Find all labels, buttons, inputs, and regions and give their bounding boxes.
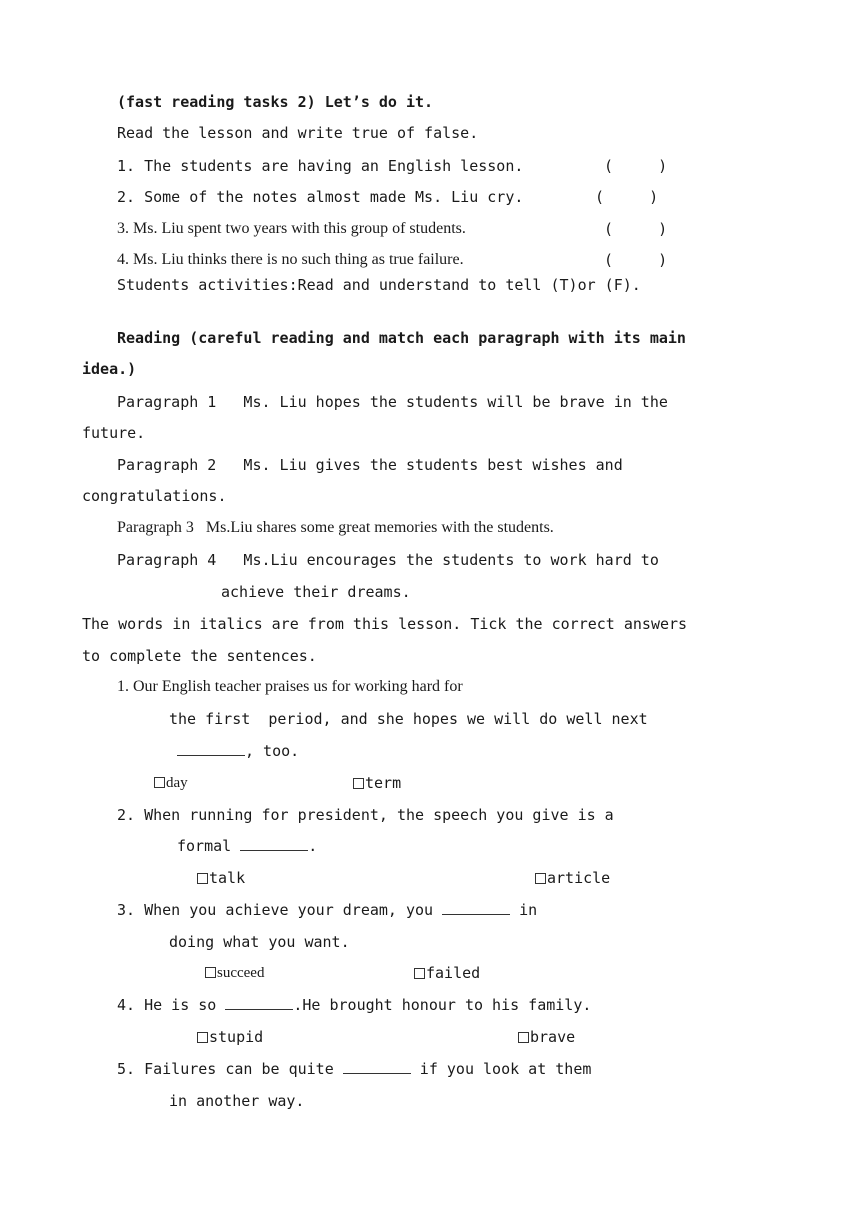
option-label: brave	[530, 1028, 576, 1046]
answer-blank[interactable]	[240, 838, 308, 851]
paragraph-2-idea-cont: congratulations.	[82, 487, 227, 505]
checkbox-icon[interactable]	[197, 873, 208, 884]
checkbox-icon[interactable]	[197, 1032, 208, 1043]
option-label: term	[365, 774, 402, 792]
question-1-blank-line	[177, 742, 299, 760]
question-2-suffix: .	[308, 837, 318, 855]
answer-blank[interactable]	[225, 997, 293, 1010]
question-2-prefix: formal	[177, 837, 241, 855]
tf-item-1: 1. The students are having an English lesson.	[117, 157, 524, 175]
option-checkbox-stupid[interactable]	[197, 1028, 263, 1046]
option-checkbox-term[interactable]	[353, 774, 401, 792]
tf-answer-1[interactable]: ( )	[604, 157, 668, 175]
question-3-suffix: in	[510, 901, 538, 919]
checkbox-icon[interactable]	[518, 1032, 529, 1043]
question-2: 2. When running for president, the speech you give is a	[117, 806, 614, 824]
paragraph-2-idea: Paragraph 2 Ms. Liu gives the students best wishes and	[117, 456, 623, 474]
italics-instruction-cont: to complete the sentences.	[82, 647, 317, 665]
option-label: stupid	[209, 1028, 264, 1046]
question-1-cont: the first period, and she hopes we will do well next	[169, 710, 648, 728]
tf-item-4: 4. Ms. Liu thinks there is no such thing as true failure.	[117, 251, 464, 268]
option-checkbox-day[interactable]	[154, 774, 188, 792]
question-4-suffix: .He brought honour to his family.	[293, 996, 592, 1014]
question-3-prefix: 3. When you achieve your dream, you	[117, 901, 443, 919]
paragraph-4-idea: Paragraph 4 Ms.Liu encourages the students to work hard to	[117, 551, 659, 569]
question-1: 1. Our English teacher praises us for working hard for	[117, 678, 463, 695]
paragraph-3-idea: Paragraph 3 Ms.Liu shares some great memories with the students.	[117, 519, 554, 536]
italics-instruction: The words in italics are from this lesson. Tick the correct answers	[82, 615, 688, 633]
option-label: talk	[209, 869, 246, 887]
option-checkbox-article[interactable]	[535, 869, 610, 887]
tf-answer-2[interactable]: ( )	[595, 188, 659, 206]
fast-reading-heading: (fast reading tasks 2) Let’s do it.	[117, 93, 434, 111]
question-4-prefix: 4. He is so	[117, 996, 226, 1014]
tf-item-2: 2. Some of the notes almost made Ms. Liu cry.	[117, 188, 524, 206]
option-label: day	[166, 775, 188, 791]
checkbox-icon[interactable]	[154, 777, 165, 788]
option-label: succeed	[217, 965, 265, 981]
question-5	[117, 1060, 591, 1078]
paragraph-1-idea-cont: future.	[82, 424, 146, 442]
checkbox-icon[interactable]	[414, 968, 425, 979]
question-3-cont: doing what you want.	[169, 933, 350, 951]
checkbox-icon[interactable]	[353, 778, 364, 789]
option-checkbox-talk[interactable]	[197, 869, 245, 887]
tf-answer-4[interactable]: ( )	[604, 251, 668, 269]
careful-reading-heading: Reading (careful reading and match each paragraph with its main	[117, 329, 686, 347]
checkbox-icon[interactable]	[205, 967, 216, 978]
question-5-suffix: if you look at them	[410, 1060, 592, 1078]
paragraph-4-idea-cont: achieve their dreams.	[221, 583, 411, 601]
tf-answer-3[interactable]: ( )	[604, 220, 668, 238]
paragraph-1-idea: Paragraph 1 Ms. Liu hopes the students will be brave in the	[117, 393, 668, 411]
fast-reading-instruction: Read the lesson and write true of false.	[117, 124, 479, 142]
careful-reading-heading-cont: idea.)	[82, 360, 137, 378]
answer-blank[interactable]	[442, 902, 510, 915]
tf-item-3: 3. Ms. Liu spent two years with this group of students.	[117, 220, 466, 237]
question-5-prefix: 5. Failures can be quite	[117, 1060, 343, 1078]
question-2-cont	[177, 837, 317, 855]
option-checkbox-brave[interactable]	[518, 1028, 575, 1046]
checkbox-icon[interactable]	[535, 873, 546, 884]
option-checkbox-succeed[interactable]	[205, 964, 264, 982]
question-1-suffix: , too.	[245, 742, 300, 760]
answer-blank[interactable]	[177, 743, 245, 756]
option-label: failed	[426, 964, 481, 982]
answer-blank[interactable]	[343, 1061, 411, 1074]
option-checkbox-failed[interactable]	[414, 964, 480, 982]
question-5-cont: in another way.	[169, 1092, 305, 1110]
students-activities: Students activities:Read and understand to tell (T)or (F).	[117, 276, 641, 294]
question-3	[117, 901, 537, 919]
question-4	[117, 996, 591, 1014]
option-label: article	[547, 869, 611, 887]
